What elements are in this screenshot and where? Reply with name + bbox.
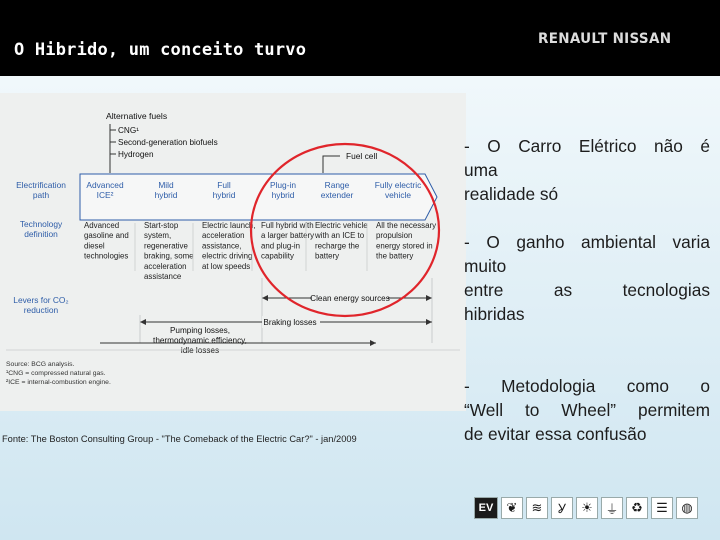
bullet-1: [464, 134, 710, 206]
footnote: ¹CNG = compressed natural gas.: [6, 370, 106, 377]
alt-fuel-label: Hydrogen: [118, 150, 154, 159]
bullet-line: muito: [464, 256, 507, 276]
electrification-diagram: [0, 93, 466, 411]
fuel-cell-label: Fuel cell: [346, 151, 378, 161]
header-bar: [0, 0, 720, 76]
stage-definition: Start-stop system, regenerative braking, some acceleration assistance: [144, 221, 194, 281]
bullet-line: - Metodologia como o: [464, 376, 710, 396]
stage-definition: All the necessary propulsion energy stored in the battery: [376, 221, 437, 261]
clean-energy-arrow-right: [426, 295, 432, 301]
footnote: ²ICE = internal-combustion engine.: [6, 379, 111, 386]
bullet-2: [464, 230, 710, 326]
alt-fuels-title: Alternative fuels: [106, 111, 168, 121]
stage-label: Full hybrid: [212, 180, 236, 200]
alt-fuel-label: CNG¹: [118, 126, 139, 135]
highlight-circle: [251, 144, 439, 316]
row-label-technology: Technology definition: [19, 219, 63, 239]
row-label-electrification: Electrification path: [16, 180, 66, 200]
water-waves-icon: ≋: [526, 497, 548, 519]
plug-icon: ⏚: [601, 497, 623, 519]
bullet-list: [464, 134, 710, 446]
stage-definition: Electric launch, acceleration assistance, electric driving at low speeds: [202, 221, 256, 271]
bullet-line: entre as tecnologias: [464, 280, 710, 300]
pumping-losses-arrow-right: [370, 340, 376, 346]
source-caption: Fonte: The Boston Consulting Group - "The Comeback of the Electric Car?" - jan/2009: [2, 434, 357, 444]
bullet-line: realidade só: [464, 184, 559, 204]
braking-losses-arrow-left: [140, 319, 146, 325]
stage-label: Range extender: [320, 180, 354, 200]
layers-icon: ☰: [651, 497, 673, 519]
stage-label: Mild hybrid: [154, 180, 178, 200]
pumping-losses-label: Pumping losses, thermodynamic efficiency, idle losses: [153, 326, 247, 355]
ev-badge-icon: EV: [474, 497, 498, 519]
stage-label: Fully electric vehicle: [374, 180, 422, 200]
fuel-cell-connector: [323, 156, 340, 173]
stage-definition: Full hybrid with a larger battery and plug-in capability: [261, 221, 315, 261]
stage-label: Advanced ICE²: [86, 180, 124, 200]
braking-losses-label: Braking losses: [263, 318, 317, 327]
renault-nissan-logo: RENAULT NISSAN: [538, 30, 672, 48]
stage-definition: Electric vehicle with an ICE to recharge the battery: [315, 221, 368, 261]
bullet-line: “Well to Wheel” permitem: [464, 400, 710, 420]
row-label-levers: Levers for CO₂ reduction: [13, 295, 69, 315]
recycle-icon: ♻: [626, 497, 648, 519]
bullet-line: de evitar essa confusão: [464, 424, 647, 444]
plant-icon: ❦: [501, 497, 523, 519]
clean-energy-arrow-left: [262, 295, 268, 301]
hybrid-diagram-figure: [0, 93, 466, 411]
footnote: Source: BCG analysis.: [6, 361, 75, 368]
sun-icon: ☀: [576, 497, 598, 519]
bullet-line: - O Carro Elétrico não é: [464, 136, 710, 156]
bullet-line: uma: [464, 160, 498, 180]
globe-icon: ◍: [676, 497, 698, 519]
braking-losses-arrow-right: [426, 319, 432, 325]
slide-title: O Hibrido, um conceito turvo: [14, 40, 307, 60]
wind-turbine-icon: Ỿ: [551, 497, 573, 519]
clean-energy-label: Clean energy sources: [310, 294, 390, 303]
bullet-line: hibridas: [464, 304, 525, 324]
bullet-line: - O ganho ambiental varia: [464, 232, 710, 252]
stage-definition: Advanced gasoline and diesel technologies: [84, 221, 129, 261]
bullet-3: [464, 374, 710, 446]
technology-icon-strip: [474, 497, 698, 523]
alt-fuel-label: Second-generation biofuels: [118, 138, 218, 147]
stage-label: Plug-in hybrid: [269, 180, 297, 200]
